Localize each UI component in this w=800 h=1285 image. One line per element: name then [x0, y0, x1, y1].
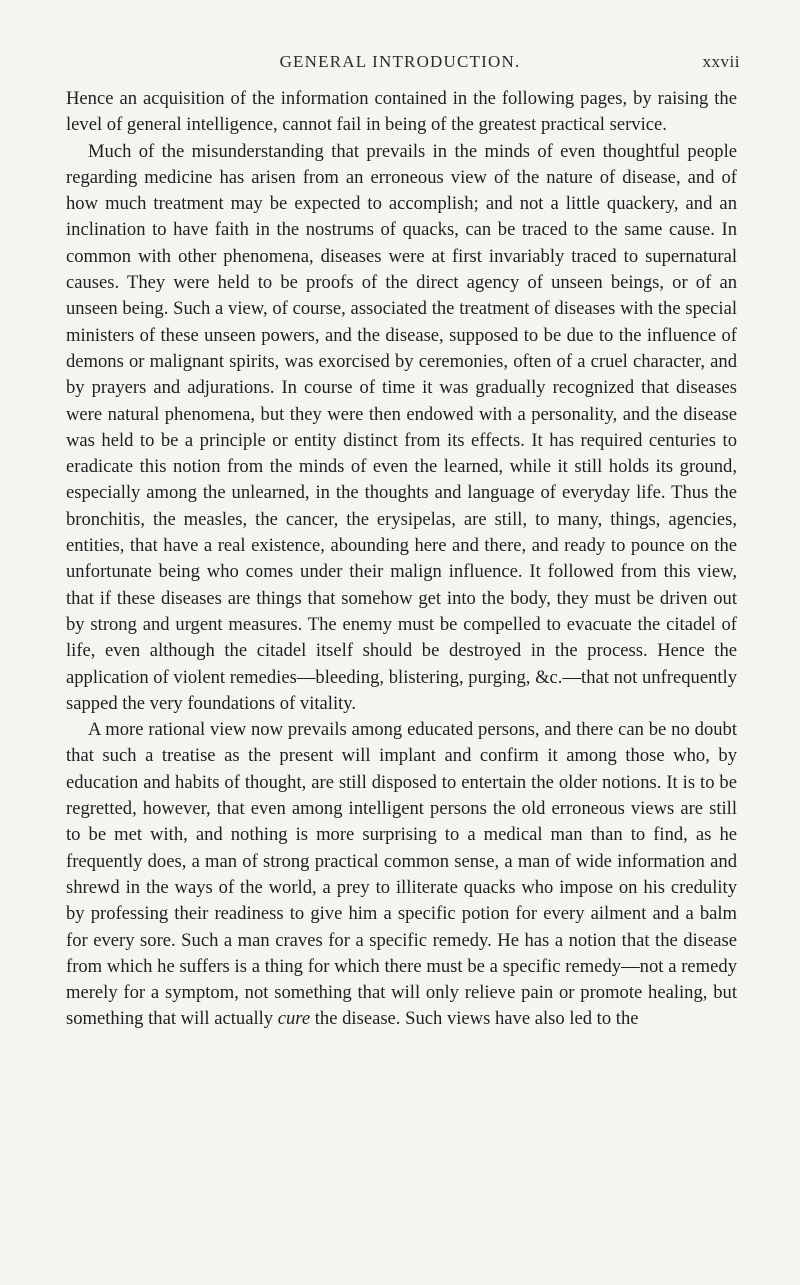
paragraph-3-text: A more rational view now prevails among educated persons, and there can be no doubt that such a treatise as the present will implant and confirm it among those who, by education and habits of thought, are still disposed to entertain the older notions. It is to be regretted, however, that even among intelligent persons the old erroneous views are still to be met with, and nothing is more surprising to a medical man than to find, as he frequently does, a man of strong practical common sense, a man of wide information and shrewd in the ways of the world, a prey to illiterate quacks who impose on his credulity by professing their readiness to give him a specific potion for every ailment and a balm for every sore. Such a man craves for a specific remedy. He has a notion that the disease from which he suffers is a thing for which there must be a specific remedy—not a remedy merely for a symptom, not something that will only relieve pain or promote healing, but something that will actually [66, 719, 737, 1030]
running-title: GENERAL INTRODUCTION. [279, 52, 521, 71]
paragraph-3-text-after: the disease. Such views have also led to the [314, 1008, 639, 1030]
paragraph-3 [66, 717, 737, 1033]
body-text [66, 86, 737, 1033]
running-head [60, 52, 740, 76]
paragraph-1: Hence an acquisition of the information contained in the following pages, by raising the level of general intelligence, cannot fail in being of the greatest practical service. [66, 88, 737, 136]
paragraph-2: Much of the misunderstanding that prevails in the minds of even thoughtful people regarding medicine has arisen from an erroneous view of the nature of disease, and of how much treatment may be expected to accomplish; and not a little quackery, and an inclination to have faith in the nostrums of quacks, can be traced to the same cause. In common with other phenomena, diseases were at first invariably traced to supernatural causes. They were held to be proofs of the direct agency of unseen beings, or of an unseen being. Such a view, of course, associated the treatment of diseases with the special ministers of these unseen powers, and the disease, supposed to be due to the influence of demons or malignant spirits, was exorcised by ceremonies, often of a cruel character, and by prayers and adjurations. In course of time it was gradually recognized that diseases were natural phenomena, but they were then endowed with a personality, and the disease was held to be a principle or entity distinct from its effects. It has required centuries to eradicate this notion from the minds of even the learned, while it still holds its ground, especially among the unlearned, in the thoughts and language of everyday life. Thus the bronchitis, the measles, the cancer, the erysipelas, are still, to many, things, agencies, entities, that have a real existence, abounding here and there, and ready to pounce on the unfortunate being who comes under their malign influence. It followed from this view, that if these diseases are things that somehow get into the body, they must be driven out by strong and urgent measures. The enemy must be compelled to evacuate the citadel of life, even although the citadel itself should be destroyed in the process. Hence the application of violent remedies—bleeding, blistering, purging, &c.—that not unfrequently sapped the very foundations of vitality. [66, 140, 737, 714]
page-number: xxvii [702, 52, 740, 71]
emphasized-word: cure [277, 1008, 311, 1030]
